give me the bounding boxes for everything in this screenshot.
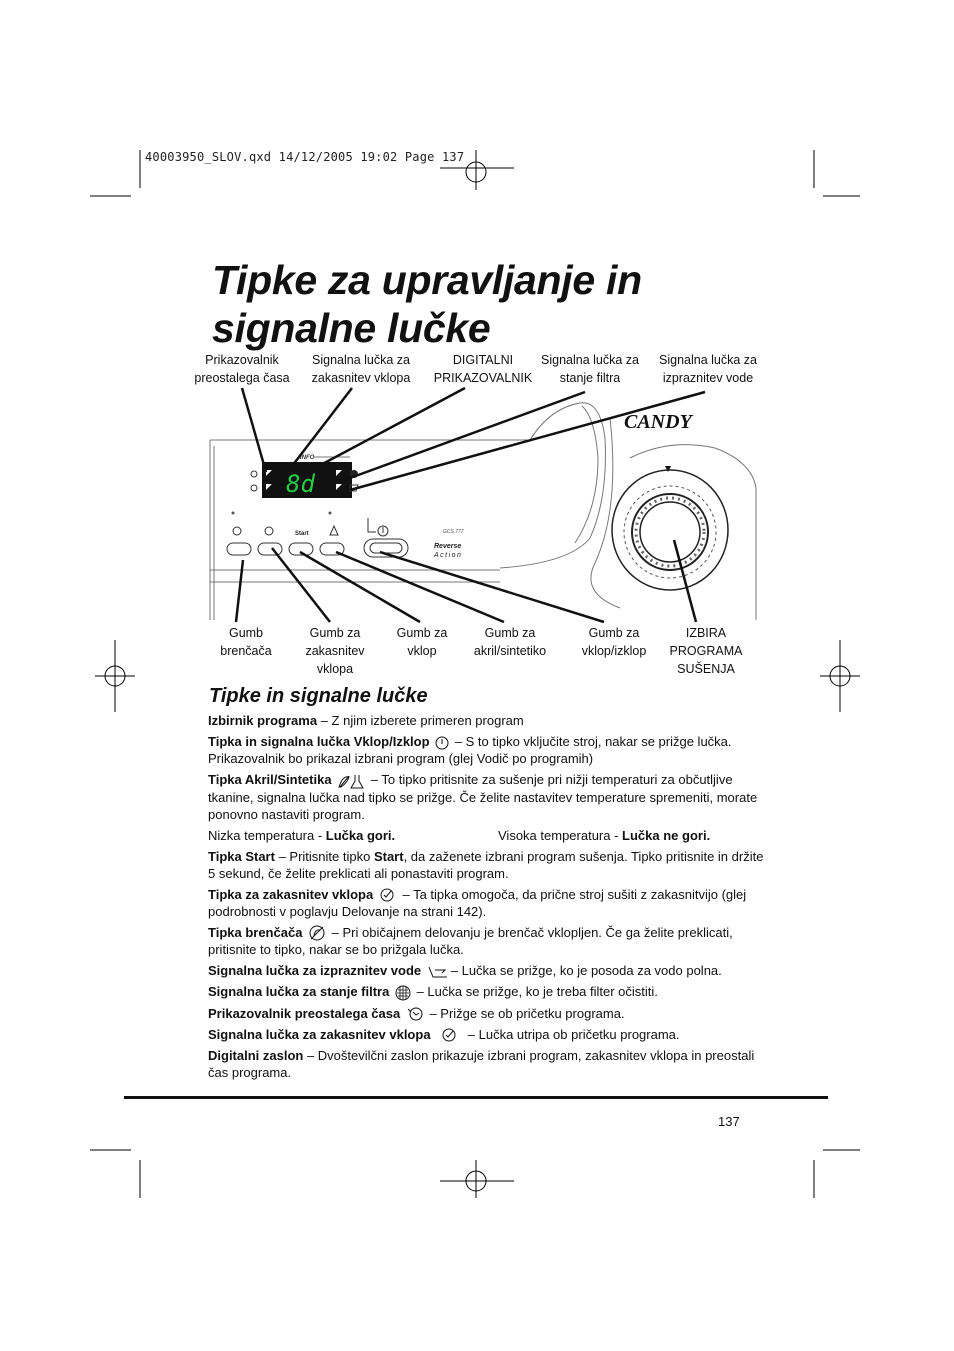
temperature-row: Nizka temperatura - Lučka gori. Visoka temperatura - Lučka ne gori. [208, 827, 711, 843]
footer-rule [124, 1096, 828, 1099]
buzzer-icon [308, 925, 326, 941]
list-item: Tipka in signalna lučka Vklop/Izklop – S to tipko vključite stroj, nakar se prižge lučka. Prikazovalnik bo prikazal izbrani program (glej Vodič po programih) [208, 734, 732, 766]
description-list [208, 712, 768, 1085]
list-item: Signalna lučka za izpraznitev vode – Lučka se prižge, ko je posoda za vodo polna. [208, 963, 722, 979]
list-item: Signalna lučka za stanje filtra – Lučka se prižge, ko je treba filter očistiti. [208, 984, 658, 1000]
list-item: Tipka brenčača – Pri običajnem delovanju je brenčač vklopljen. Če ga želite preklicati, pritisnite to tipko, nakar se bo prižgala lučka. [208, 924, 733, 958]
delay-icon [436, 1028, 462, 1042]
callout-digital-display: DIGITALNI PRIKAZOVALNIK [433, 353, 533, 385]
callout-acrylic-button: Gumb za akril/sintetiko [473, 626, 547, 658]
title-line-1: Tipke za upravljanje in [212, 257, 642, 303]
list-item: Tipka Akril/Sintetika – To tipko pritisnite za sušenje pri nižji temperaturi za občutljive tkanine, signalna lučka nad tipko se prižge. Če želite nastavitev temperature spremeniti, morate ponovno nastaviti program. [208, 772, 758, 822]
callout-filter-light: Signalna lučka za stanje filtra [541, 353, 639, 385]
file-slug: 40003950_SLOV.qxd 14/12/2005 19:02 Page 137 [145, 150, 465, 164]
delay-icon [379, 888, 397, 902]
list-item: Prikazovalnik preostalega časa – Prižge se ob pričetku programa. [208, 1005, 625, 1021]
callout-delay-button: Gumb za zakasnitev vklopa [305, 626, 365, 676]
title-line-2: signalne lučke [212, 305, 491, 351]
list-item: Tipka za zakasnitev vklopa – Ta tipka omogoča, da prične stroj sušiti z zakasnitvijo (glej podrobnosti v poglavju Delovanje na strani 142). [208, 886, 747, 919]
power-icon [435, 736, 449, 750]
filter-icon [395, 985, 411, 1001]
water-icon [427, 965, 449, 979]
callout-program-selector: IZBIRA PROGRAMA SUŠENJA [669, 626, 743, 676]
candy-logo: CANDY [624, 411, 692, 433]
display-digits: 8d [286, 470, 315, 498]
callout-remaining-time: Prikazovalnik preostalega časa [194, 353, 290, 385]
start-label: Start [295, 531, 309, 537]
page-number: 137 [718, 1114, 740, 1129]
time-icon [406, 1007, 424, 1021]
reverse-label: Reverse [434, 543, 462, 550]
callout-water-light: Signalna lučka za izpraznitev vode [659, 353, 757, 385]
list-item: Signalna lučka za zakasnitev vklopa – Lučka utripa ob pričetku programa. [208, 1026, 680, 1042]
callout-on-off-button: Gumb za vklop/izklop [581, 626, 647, 658]
list-item: Digitalni zaslon – Dvoštevilčni zaslon prikazuje izbrani program, zakasnitev vklopa in preostali čas programa. [208, 1047, 755, 1080]
list-item: Tipka Start – Pritisnite tipko Start, da zaženete izbrani program sušenja. Tipko pritisnite in držite 5 sekund, če želite preklicati ali ponastaviti program. [208, 848, 764, 881]
action-label: Action [434, 552, 463, 559]
callout-delay-light: Signalna lučka za zakasnitev vklopa [311, 353, 411, 385]
model-label: GCS 777 [443, 529, 464, 535]
section-heading: Tipke in signalne lučke [209, 685, 428, 707]
acrylic-icon [337, 773, 365, 789]
callout-on-button: Gumb za vklop [396, 626, 448, 658]
info-label: INFO [300, 455, 315, 461]
list-item: Izbirnik programa – Z njim izberete primeren program [208, 713, 524, 728]
callout-buzzer-button: Gumb brenčača [220, 626, 272, 658]
